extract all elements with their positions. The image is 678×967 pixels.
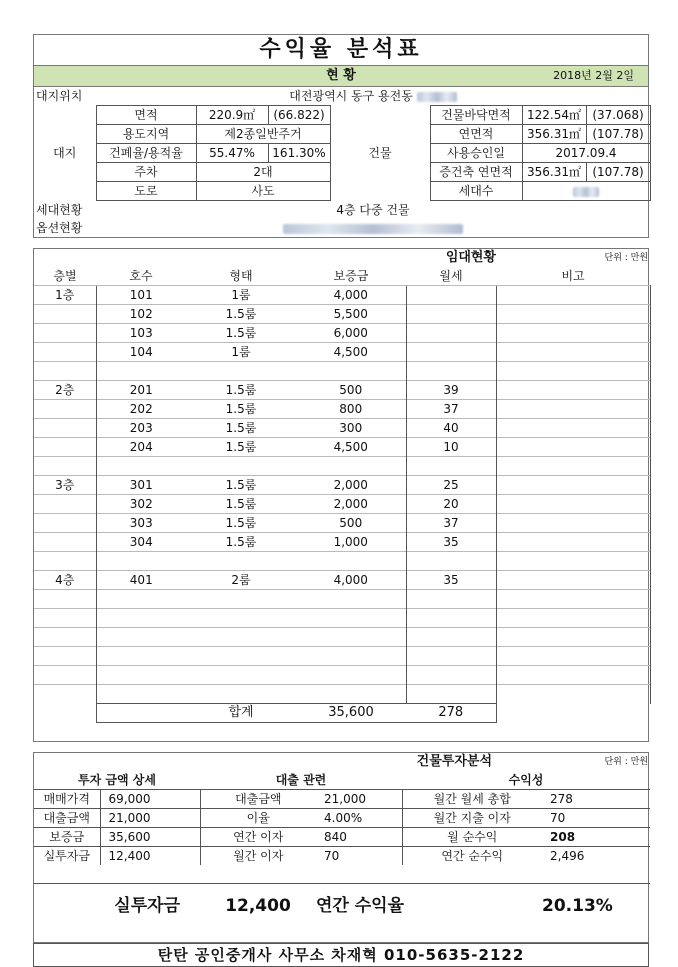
lease-floor <box>34 514 96 533</box>
lease-unit: 201 <box>96 381 186 400</box>
location-label: 대지위치 <box>36 89 83 104</box>
lease-type <box>186 362 296 381</box>
lease-unit <box>96 685 186 704</box>
lease-row <box>34 343 650 362</box>
road-label: 도로 <box>96 182 196 201</box>
lease-total-label: 합계 <box>186 704 296 723</box>
lease-deposit: 4,000 <box>296 286 406 305</box>
lease-row <box>34 362 650 381</box>
lease-rent: 40 <box>406 419 496 438</box>
lease-row <box>34 590 650 609</box>
ext-area-value: 356.31㎡ <box>522 163 586 182</box>
location-cell <box>96 87 650 106</box>
investment-value: 12,400 <box>100 847 200 866</box>
lease-unit: 204 <box>96 438 186 457</box>
lease-unit: 303 <box>96 514 186 533</box>
lease-type: 1.5룸 <box>186 324 296 343</box>
lease-note <box>496 495 650 514</box>
analysis-col-loan: 대출 관련 <box>275 773 327 787</box>
lease-type: 1.5룸 <box>186 305 296 324</box>
summary-yield-value: 20.13% <box>542 896 613 916</box>
lease-deposit <box>296 552 406 571</box>
investment-value: 21,000 <box>100 809 200 828</box>
profit-key: 월간 월세 총합 <box>402 790 542 809</box>
lease-floor <box>34 438 96 457</box>
summary-yield-label: 연간 수익율 <box>316 896 405 916</box>
lease-unit: 104 <box>96 343 186 362</box>
lease-unit <box>96 628 186 647</box>
lease-note <box>496 609 650 628</box>
total-area-pyeong: (107.78) <box>586 125 650 144</box>
profit-analysis-sheet <box>33 34 649 967</box>
lease-type <box>186 457 296 476</box>
lease-note <box>496 286 650 305</box>
lease-rent <box>406 457 496 476</box>
lease-floor <box>34 666 96 685</box>
col-unit: 호수 <box>129 269 153 283</box>
investment-key: 대출금액 <box>34 809 100 828</box>
lease-unit: 302 <box>96 495 186 514</box>
ratio-label: 건폐율/용적율 <box>96 144 196 163</box>
lease-row <box>34 476 650 495</box>
page-title: 수익율 분석표 <box>33 34 649 65</box>
profit-value: 208 <box>542 828 650 847</box>
zoning-label: 용도지역 <box>96 125 196 144</box>
lease-rent <box>406 666 496 685</box>
zoning-value: 제2종일반주거 <box>196 125 330 144</box>
analysis-header: 건물투자분석 <box>416 754 493 769</box>
lease-unit <box>96 666 186 685</box>
loan-value: 840 <box>316 828 402 847</box>
total-area-label: 연면적 <box>430 125 522 144</box>
approval-label: 사용승인일 <box>430 144 522 163</box>
analysis-row <box>34 828 650 847</box>
lease-deposit <box>296 628 406 647</box>
lease-type: 1.5룸 <box>186 438 296 457</box>
lease-deposit <box>296 457 406 476</box>
lease-rent <box>406 305 496 324</box>
lease-unit: 202 <box>96 400 186 419</box>
lease-unit: 103 <box>96 324 186 343</box>
household-status-value: 4층 다중 건물 <box>336 203 410 217</box>
lease-unit <box>96 609 186 628</box>
floor-area-label: 건물바닥면적 <box>430 106 522 125</box>
area-pyeong: (66.822) <box>268 106 330 125</box>
lease-row <box>34 305 650 324</box>
analysis-col-profit: 수익성 <box>508 773 544 787</box>
lease-floor: 4층 <box>34 571 96 590</box>
option-status-value <box>96 219 650 237</box>
analysis-col-investment: 투자 금액 상세 <box>78 773 156 787</box>
lease-floor: 1층 <box>34 286 96 305</box>
floor-area-pyeong: (37.068) <box>586 106 650 125</box>
lease-deposit: 4,000 <box>296 571 406 590</box>
lease-note <box>496 457 650 476</box>
status-header-bar <box>33 65 649 87</box>
lease-deposit <box>296 685 406 704</box>
far-value: 161.30% <box>268 144 330 163</box>
lease-row <box>34 514 650 533</box>
lease-rent: 35 <box>406 533 496 552</box>
lease-type <box>186 685 296 704</box>
lease-total-deposit: 35,600 <box>296 704 406 723</box>
lease-deposit: 1,000 <box>296 533 406 552</box>
lease-type: 1룸 <box>186 286 296 305</box>
lease-note <box>496 628 650 647</box>
lease-unit: 203 <box>96 419 186 438</box>
lease-floor <box>34 533 96 552</box>
ext-area-label: 증건축 연면적 <box>430 163 522 182</box>
lease-floor <box>34 647 96 666</box>
lease-rent: 10 <box>406 438 496 457</box>
analysis-row <box>34 809 650 828</box>
lease-unit: 101 <box>96 286 186 305</box>
lease-rent: 25 <box>406 476 496 495</box>
lease-note <box>496 419 650 438</box>
lease-row <box>34 457 650 476</box>
lease-note <box>496 324 650 343</box>
col-rent: 월세 <box>439 269 463 283</box>
summary-investment-label: 실투자금 <box>114 896 180 916</box>
lease-note <box>496 400 650 419</box>
lease-deposit: 500 <box>296 381 406 400</box>
lease-type <box>186 628 296 647</box>
lease-unit <box>96 362 186 381</box>
lease-deposit <box>296 609 406 628</box>
redacted-address <box>417 92 457 102</box>
lease-note <box>496 552 650 571</box>
total-area-value: 356.31㎡ <box>522 125 586 144</box>
lease-floor <box>34 628 96 647</box>
analysis-section <box>33 752 649 943</box>
lease-deposit: 300 <box>296 419 406 438</box>
summary-investment-value: 12,400 <box>225 896 291 916</box>
lease-unit: 102 <box>96 305 186 324</box>
households-value <box>522 182 650 201</box>
lease-note <box>496 647 650 666</box>
lease-row <box>34 400 650 419</box>
lease-row <box>34 647 650 666</box>
lease-row <box>34 533 650 552</box>
lease-note <box>496 381 650 400</box>
lease-type: 1룸 <box>186 343 296 362</box>
status-header: 현 황 <box>326 68 356 83</box>
bcr-value: 55.47% <box>196 144 268 163</box>
col-type: 형태 <box>229 269 253 283</box>
lease-floor: 3층 <box>34 476 96 495</box>
lease-floor <box>34 609 96 628</box>
lease-total-rent: 278 <box>406 704 496 723</box>
ext-area-pyeong: (107.78) <box>586 163 650 182</box>
analysis-row <box>34 790 650 809</box>
road-value: 사도 <box>196 182 330 201</box>
lease-rent: 37 <box>406 400 496 419</box>
lease-rent <box>406 286 496 305</box>
col-deposit: 보증금 <box>333 269 369 283</box>
approval-value: 2017.09.4 <box>522 144 650 163</box>
lease-table <box>34 249 651 741</box>
lease-type <box>186 590 296 609</box>
lease-deposit <box>296 590 406 609</box>
loan-value: 4.00% <box>316 809 402 828</box>
lease-unit <box>96 457 186 476</box>
lease-floor <box>34 685 96 704</box>
loan-key: 월간 이자 <box>200 847 316 866</box>
lease-rent <box>406 628 496 647</box>
lease-rent <box>406 647 496 666</box>
lease-floor <box>34 362 96 381</box>
lease-deposit: 4,500 <box>296 343 406 362</box>
lease-type: 1.5룸 <box>186 476 296 495</box>
lease-note <box>496 438 650 457</box>
lease-row <box>34 571 650 590</box>
lease-deposit: 500 <box>296 514 406 533</box>
lease-floor <box>34 419 96 438</box>
lease-deposit <box>296 362 406 381</box>
lease-note <box>496 362 650 381</box>
area-value: 220.9㎡ <box>196 106 268 125</box>
lease-unit <box>96 647 186 666</box>
lease-unit: 301 <box>96 476 186 495</box>
lease-row <box>34 438 650 457</box>
lease-rent <box>406 685 496 704</box>
lease-unit: 304 <box>96 533 186 552</box>
lease-row <box>34 628 650 647</box>
lease-row <box>34 552 650 571</box>
status-table <box>34 87 651 237</box>
option-status-label: 옵션현황 <box>36 221 83 235</box>
lease-note <box>496 533 650 552</box>
households-label: 세대수 <box>430 182 522 201</box>
lease-row <box>34 495 650 514</box>
lease-floor <box>34 324 96 343</box>
lease-note <box>496 571 650 590</box>
profit-key: 월간 지출 이자 <box>402 809 542 828</box>
lease-floor <box>34 305 96 324</box>
lease-type: 1.5룸 <box>186 533 296 552</box>
lease-floor <box>34 552 96 571</box>
lease-type <box>186 666 296 685</box>
location-value: 대전광역시 동구 용전동 <box>289 89 413 103</box>
lease-rent: 37 <box>406 514 496 533</box>
investment-key: 보증금 <box>34 828 100 847</box>
lease-floor <box>34 590 96 609</box>
lease-type <box>186 647 296 666</box>
investment-value: 35,600 <box>100 828 200 847</box>
household-status-label: 세대현황 <box>36 202 83 217</box>
lease-floor <box>34 495 96 514</box>
lease-note <box>496 305 650 324</box>
lease-deposit: 2,000 <box>296 476 406 495</box>
lease-section <box>33 248 649 742</box>
col-note: 비고 <box>561 269 585 283</box>
lease-row <box>34 381 650 400</box>
profit-key: 월 순수익 <box>402 828 542 847</box>
lease-floor <box>34 400 96 419</box>
lease-row <box>34 419 650 438</box>
lease-rent: 35 <box>406 571 496 590</box>
lease-unit <box>96 552 186 571</box>
lease-unit <box>96 590 186 609</box>
status-section <box>33 87 649 238</box>
loan-key: 대출금액 <box>200 790 316 809</box>
redacted-options <box>283 224 463 234</box>
lease-rent: 20 <box>406 495 496 514</box>
loan-key: 연간 이자 <box>200 828 316 847</box>
profit-value: 70 <box>542 809 650 828</box>
lease-rent <box>406 552 496 571</box>
loan-value: 70 <box>316 847 402 866</box>
lease-type: 1.5룸 <box>186 514 296 533</box>
lease-floor <box>34 457 96 476</box>
lease-row <box>34 286 650 305</box>
lease-deposit: 5,500 <box>296 305 406 324</box>
lease-rent: 39 <box>406 381 496 400</box>
lease-type: 1.5룸 <box>186 419 296 438</box>
lease-type <box>186 552 296 571</box>
loan-value: 21,000 <box>316 790 402 809</box>
lease-deposit <box>296 666 406 685</box>
analysis-unit-note: 단위 : 만원 <box>604 757 649 767</box>
lease-unit-note: 단위 : 만원 <box>604 253 649 263</box>
lease-rent <box>406 324 496 343</box>
lease-deposit: 6,000 <box>296 324 406 343</box>
lease-deposit: 4,500 <box>296 438 406 457</box>
lease-deposit <box>296 647 406 666</box>
lease-rent <box>406 590 496 609</box>
lease-note <box>496 343 650 362</box>
land-label: 대지 <box>53 146 77 160</box>
lease-type: 1.5룸 <box>186 381 296 400</box>
lease-rent <box>406 343 496 362</box>
lease-row <box>34 609 650 628</box>
lease-rent <box>406 609 496 628</box>
lease-deposit: 2,000 <box>296 495 406 514</box>
area-label: 면적 <box>96 106 196 125</box>
lease-type: 2룸 <box>186 571 296 590</box>
lease-row <box>34 666 650 685</box>
footer-contact: 탄탄 공인중개사 사무소 차재혁 010-5635-2122 <box>33 943 649 967</box>
lease-type: 1.5룸 <box>186 495 296 514</box>
lease-note <box>496 590 650 609</box>
profit-value: 2,496 <box>542 847 650 866</box>
investment-key: 매매가격 <box>34 790 100 809</box>
lease-note <box>496 514 650 533</box>
lease-rent <box>406 362 496 381</box>
lease-type: 1.5룸 <box>186 400 296 419</box>
profit-value: 278 <box>542 790 650 809</box>
lease-deposit: 800 <box>296 400 406 419</box>
lease-row <box>34 685 650 704</box>
parking-label: 주차 <box>96 163 196 182</box>
lease-note <box>496 476 650 495</box>
lease-type <box>186 609 296 628</box>
report-date: 2018년 2월 2일 <box>553 69 634 82</box>
lease-row <box>34 324 650 343</box>
lease-unit: 401 <box>96 571 186 590</box>
analysis-row <box>34 847 650 866</box>
lease-floor <box>34 343 96 362</box>
analysis-table <box>34 753 650 942</box>
investment-key: 실투자금 <box>34 847 100 866</box>
building-label: 건물 <box>368 146 392 160</box>
redacted-households <box>573 187 599 197</box>
lease-floor: 2층 <box>34 381 96 400</box>
investment-value: 69,000 <box>100 790 200 809</box>
parking-value: 2대 <box>196 163 330 182</box>
lease-header: 임대현황 <box>445 250 497 265</box>
lease-note <box>496 666 650 685</box>
profit-key: 연간 순수익 <box>402 847 542 866</box>
floor-area-value: 122.54㎡ <box>522 106 586 125</box>
col-floor: 층별 <box>53 269 77 283</box>
lease-note <box>496 685 650 704</box>
loan-key: 이율 <box>200 809 316 828</box>
